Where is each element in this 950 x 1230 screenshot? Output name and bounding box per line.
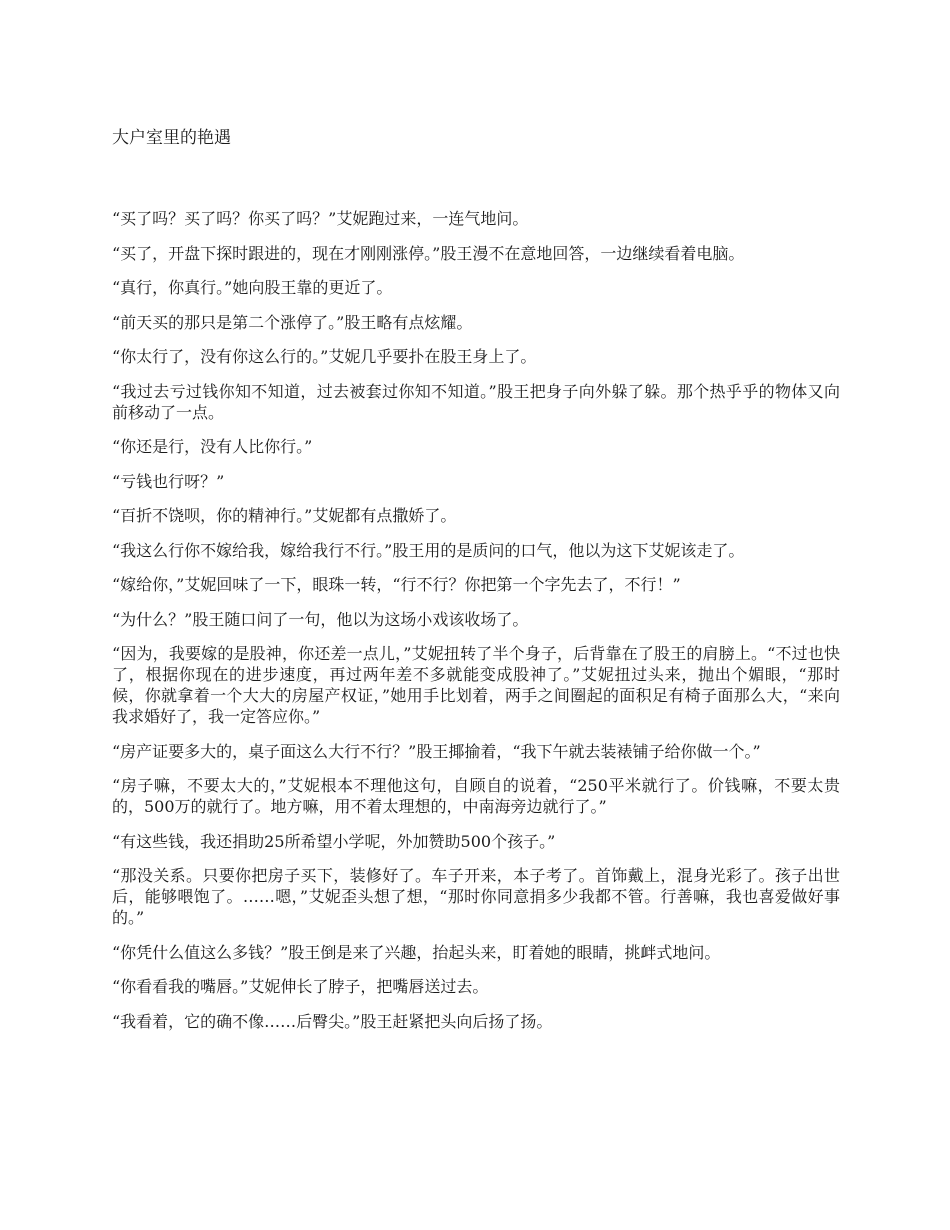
paragraph: “我看着，它的确不像……后臀尖。”股王赶紧把头向后扬了扬。 xyxy=(112,1011,553,1031)
paragraph: “你看看我的嘴唇。”艾妮伸长了脖子，把嘴唇送过去。 xyxy=(112,977,489,996)
paragraph: “房子嘛，不要太大的，”艾妮根本不理他这句，自顾自的说着，“250平米就行了。价钱嘛，不要太贵的，500万的就行了。地方嘛，用不着太理想的，中南海旁边就行了。” xyxy=(112,776,840,816)
paragraph: “为什么？”股王随口问了一句，他以为这场小戏该收场了。 xyxy=(112,609,529,629)
paragraph: “百折不饶呗，你的精神行。”艾妮都有点撒娇了。 xyxy=(112,506,457,525)
document-title: 大户室里的艳遇 xyxy=(112,128,231,148)
paragraph: “嫁给你，”艾妮回味了一下，眼珠一转，“行不行？你把第一个字先去了，不行！” xyxy=(112,575,681,594)
document-page xyxy=(112,126,840,1045)
paragraph: “亏钱也行呀？” xyxy=(112,471,225,491)
paragraph: “你凭什么值这么多钱？”股王倒是来了兴趣，抬起头来，盯着她的眼睛，挑衅式地问。 xyxy=(112,942,721,962)
paragraph: “因为，我要嫁的是股神，你还差一点儿，”艾妮扭转了半个身子，后背靠在了股王的肩膀上。“不过也快了，根据你现在的进步速度，再过两年差不多就能变成股神了。”艾妮扭过头来，抛出个媚眼，“那时候，你就拿着一个大大的房屋产权证，”她用手比划着，两手之间圈起的面积足有椅子面那么大，“来向我求婚好了，我一定答应你。” xyxy=(112,644,840,726)
paragraph: “买了吗？买了吗？你买了吗？”艾妮跑过来，一连气地问。 xyxy=(112,209,529,228)
paragraph: “我过去亏过钱你知不知道，过去被套过你知不知道。”股王把身子向外躲了躲。那个热乎乎的物体又向前移动了一点。 xyxy=(112,381,840,422)
paragraph: “你太行了，没有你这么行的。”艾妮几乎要扑在股王身上了。 xyxy=(112,347,537,366)
paragraph: “我这么行你不嫁给我，嫁给我行不行。”股王用的是质问的口气，他以为这下艾妮该走了。 xyxy=(112,540,745,560)
document-body xyxy=(112,208,840,1032)
paragraph: “那没关系。只要你把房子买下，装修好了。车子开来，本子考了。首饰戴上，混身光彩了。孩子出世后，能够喂饱了。……嗯，”艾妮歪头想了想，“那时你同意捐多少我都不管。行善嘛，我也喜爱做好事的。” xyxy=(112,866,840,927)
paragraph: “前天买的那只是第二个涨停了。”股王略有点炫耀。 xyxy=(112,312,473,332)
paragraph: “有这些钱，我还捐助25所希望小学呢，外加赞助500个孩子。” xyxy=(112,831,556,851)
paragraph: “房产证要多大的，桌子面这么大行不行？”股王揶揄着，“我下午就去装裱铺子给你做一个。” xyxy=(112,741,761,761)
paragraph: “你还是行，没有人比你行。” xyxy=(112,437,313,456)
paragraph: “真行，你真行。”她向股王靠的更近了。 xyxy=(112,278,393,297)
paragraph: “买了，开盘下探时跟进的，现在才刚刚涨停。”股王漫不在意地回答，一边继续看着电脑。 xyxy=(112,243,745,263)
